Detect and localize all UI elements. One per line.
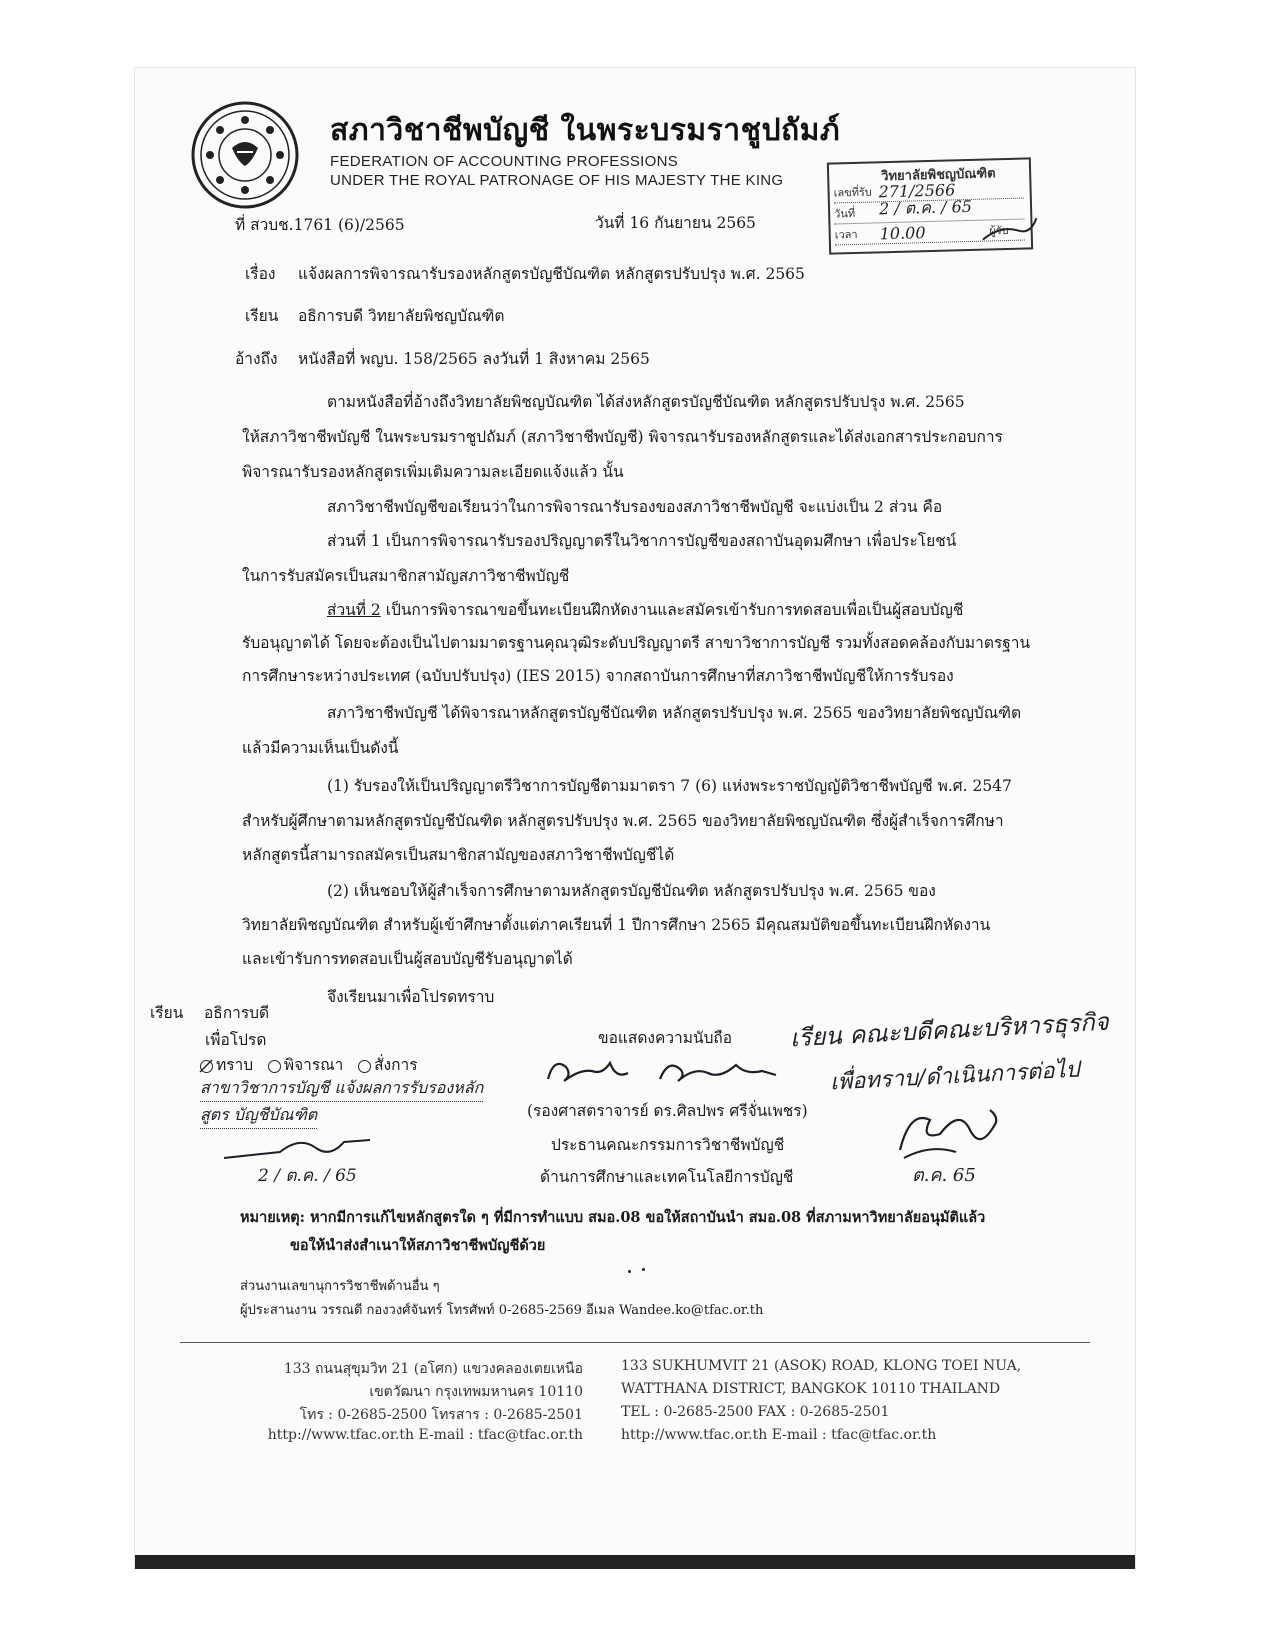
section-2-text: เป็นการพิจารณาขอขึ้นทะเบียนฝึกหัดงานและสมัครเข้ารับการทดสอบเพื่อเป็นผู้สอบบัญชี [380, 601, 964, 619]
subject-text: แจ้งผลการพิจารณารับรองหลักสูตรบัญชีบัณฑิต หลักสูตรปรับปรุง พ.ศ. 2565 [298, 265, 805, 283]
memo-options [200, 1052, 418, 1077]
paragraph-5-line-3: และเข้ารับการทดสอบเป็นผู้สอบบัญชีรับอนุญาตได้ [242, 950, 573, 968]
paragraph-3-line-1: สภาวิชาชีพบัญชี ได้พิจารณาหลักสูตรบัญชีบัณฑิต หลักสูตรปรับปรุง พ.ศ. 2565 ของวิทยาลัยพิชญบัณฑิต [327, 704, 1022, 722]
stamp-receiver-signature [980, 214, 1041, 246]
signer-signature [540, 1045, 790, 1095]
paragraph-2-line-1: สภาวิชาชีพบัญชีขอเรียนว่าในการพิจารณารับรองของสภาวิชาชีพบัญชี จะแบ่งเป็น 2 ส่วน คือ [327, 498, 943, 516]
federation-seal-logo [190, 100, 300, 210]
memo-to-text: อธิการบดี [204, 1004, 270, 1022]
letter-date: วันที่ 16 กันยายน 2565 [595, 214, 756, 232]
footer-web-en: http://www.tfac.or.th E-mail : tfac@tfac.or.th [621, 1427, 937, 1443]
section-2-label: ส่วนที่ 2 [327, 601, 381, 619]
paragraph-2-line-2: ส่วนที่ 1 เป็นการพิจารณารับรองปริญญาตรีในวิชาการบัญชีของสถาบันอุดมศึกษา เพื่อประโยชน์ [327, 532, 957, 550]
paragraph-2-line-3: ในการรับสมัครเป็นสมาชิกสามัญสภาวิชาชีพบัญชี [242, 567, 570, 585]
reference-number: ที่ สวบช.1761 (6)/2565 [235, 216, 405, 234]
footer-address-th-1: 133 ถนนสุขุมวิท 21 (อโศก) แขวงคลองเตยเหนือ [283, 1361, 583, 1377]
signer-title-line-2: ด้านการศึกษาและเทคโนโลยีการบัญชี [540, 1168, 794, 1186]
option-consider-checkbox[interactable] [268, 1060, 281, 1073]
paragraph-2-line-5: รับอนุญาตได้ โดยจะต้องเป็นไปตามมาตรฐานคุณวุฒิระดับปริญญาตรี สาขาวิชาการบัญชี รวมทั้งสอดคล้องกับมาตรฐาน [242, 634, 1031, 652]
stamp-title: วิทยาลัยพิชญบัณฑิต [881, 166, 996, 185]
option-acknowledge-label: ทราบ [216, 1056, 254, 1074]
paragraph-2-line-4 [327, 597, 963, 622]
department-line: ส่วนงานเลขานุการวิชาชีพด้านอื่น ๆ [240, 1279, 440, 1294]
coordinator-line: ผู้ประสานงาน วรรณดี กองวงศ์จันทร์ โทรศัพท์ 0-2685-2569 อีเมล Wandee.ko@tfac.or.th [240, 1303, 764, 1318]
to-text: อธิการบดี วิทยาลัยพิชญบัณฑิต [298, 307, 505, 325]
stamp-date-value: 2 / ต.ค. / 65 [878, 196, 973, 219]
paragraph-1-line-1: ตามหนังสือที่อ้างถึงวิทยาลัยพิชญบัณฑิต ได้ส่งหลักสูตรบัญชีบัณฑิต หลักสูตรปรับปรุง พ.ศ. 2565 [327, 393, 965, 411]
paragraph-4-line-2: สำหรับผู้ศึกษาตามหลักสูตรบัญชีบัณฑิต หลักสูตรปรับปรุง พ.ศ. 2565 ของวิทยาลัยพิชญบัณฑิต ซึ่งผู้สำเร็จการศึกษา [242, 812, 1004, 830]
right-note-date: ต.ค. 65 [912, 1165, 976, 1186]
stamp-date-label: วันที่ [834, 206, 856, 221]
dot-mark [628, 1270, 631, 1273]
right-note-line-1: เรียน คณะบดีคณะบริหารธุรกิจ [789, 1007, 1110, 1053]
memo-to-label: เรียน [150, 1004, 184, 1022]
right-note-line-2: เพื่อทราบ/ดำเนินการต่อไป [829, 1057, 1081, 1096]
footer-address-en-1: 133 SUKHUMVIT 21 (ASOK) ROAD, KLONG TOEI NUA, [621, 1358, 1022, 1374]
memo-purpose: เพื่อโปรด [205, 1031, 267, 1049]
note-line-1: หมายเหตุ: หากมีการแก้ไขหลักสูตรใด ๆ ที่มีการทำแบบ สมอ.08 ขอให้สถาบันนำ สมอ.08 ที่สภามหาวิทยาลัยอนุมัติแล้ว [240, 1209, 986, 1226]
regards-line: ขอแสดงความนับถือ [598, 1029, 733, 1047]
memo-handwritten-line-1: สาขาวิชาการบัญชี แจ้งผลการรับรองหลัก [200, 1076, 483, 1102]
memo-handwritten-date: 2 / ต.ค. / 65 [258, 1166, 357, 1186]
footer-address-en-2: WATTHANA DISTRICT, BANGKOK 10110 THAILAND [621, 1381, 1001, 1397]
footer-phone-en: TEL : 0-2685-2500 FAX : 0-2685-2501 [621, 1404, 890, 1420]
paragraph-3-line-2: แล้วมีความเห็นเป็นดังนี้ [242, 739, 399, 757]
paragraph-5-line-1: (2) เห็นชอบให้ผู้สำเร็จการศึกษาตามหลักสูตรบัญชีบัณฑิต หลักสูตรปรับปรุง พ.ศ. 2565 ของ [327, 882, 936, 900]
received-stamp [827, 157, 1033, 254]
footer-phone-th: โทร : 0-2685-2500 โทรสาร : 0-2685-2501 [299, 1407, 583, 1423]
option-order-checkbox[interactable] [358, 1060, 371, 1073]
organization-name-thai: สภาวิชาชีพบัญชี ในพระบรมราชูปถัมภ์ [330, 113, 841, 148]
organization-name-english: FEDERATION OF ACCOUNTING PROFESSIONS [330, 153, 679, 170]
paragraph-1-line-3: พิจารณารับรองหลักสูตรเพิ่มเติมความละเอียดแจ้งแล้ว นั้น [242, 463, 624, 481]
refer-label: อ้างถึง [235, 350, 278, 368]
closing-line: จึงเรียนมาเพื่อโปรดทราบ [327, 988, 495, 1006]
memo-handwritten-line-2: สูตร บัญชีบัณฑิต [200, 1103, 317, 1129]
footer-divider [180, 1342, 1090, 1343]
signer-title-line-1: ประธานคณะกรรมการวิชาชีพบัญชี [551, 1136, 785, 1154]
subject-label: เรื่อง [245, 265, 276, 283]
note-line-2: ขอให้นำส่งสำเนาให้สภาวิชาชีพบัญชีด้วย [290, 1237, 546, 1254]
refer-text: หนังสือที่ พญบ. 158/2565 ลงวันที่ 1 สิงหาคม 2565 [298, 350, 650, 368]
stamp-time-label: เวลา [834, 227, 858, 242]
scan-edge [135, 1555, 1135, 1569]
dot-mark [642, 1268, 645, 1271]
option-order-label: สั่งการ [374, 1056, 418, 1074]
paragraph-1-line-2: ให้สภาวิชาชีพบัญชี ในพระบรมราชูปถัมภ์ (สภาวิชาชีพบัญชี) พิจารณารับรองหลักสูตรและได้ส่งเอกสารประกอบการ [242, 428, 1003, 446]
option-acknowledge-checkbox[interactable] [200, 1060, 213, 1073]
to-label: เรียน [245, 307, 279, 325]
paragraph-5-line-2: วิทยาลัยพิชญบัณฑิต สำหรับผู้เข้าศึกษาตั้งแต่ภาคเรียนที่ 1 ปีการศึกษา 2565 มีคุณสมบัติขอขึ้นทะเบียนฝึกหัดงาน [242, 916, 991, 934]
organization-patronage-english: UNDER THE ROYAL PATRONAGE OF HIS MAJESTY THE KING [330, 172, 784, 189]
footer-address-th-2: เขตวัฒนา กรุงเทพมหานคร 10110 [369, 1384, 583, 1400]
signer-name: (รองศาสตราจารย์ ดร.ศิลปพร ศรีจั่นเพชร) [527, 1102, 808, 1120]
stamp-number-label: เลขที่รับ [833, 185, 872, 200]
option-consider-label: พิจารณา [283, 1056, 344, 1074]
footer-web-th: http://www.tfac.or.th E-mail : tfac@tfac.or.th [267, 1427, 583, 1443]
stamp-number-value: 271/2566 [878, 180, 956, 202]
paragraph-4-line-1: (1) รับรองให้เป็นปริญญาตรีวิชาการบัญชีตามมาตรา 7 (6) แห่งพระราชบัญญัติวิชาชีพบัญชี พ.ศ. 2547 [327, 777, 1012, 795]
stamp-time-value: 10.00 [879, 223, 926, 244]
paragraph-2-line-6: การศึกษาระหว่างประเทศ (ฉบับปรับปรุง) (IES 2015) จากสถาบันการศึกษาที่สภาวิชาชีพบัญชีให้การรับรอง [242, 667, 954, 685]
stamp-receiver-label: ผู้รับ [989, 223, 1009, 238]
paragraph-4-line-3: หลักสูตรนี้สามารถสมัครเป็นสมาชิกสามัญของสภาวิชาชีพบัญชีได้ [242, 846, 675, 864]
